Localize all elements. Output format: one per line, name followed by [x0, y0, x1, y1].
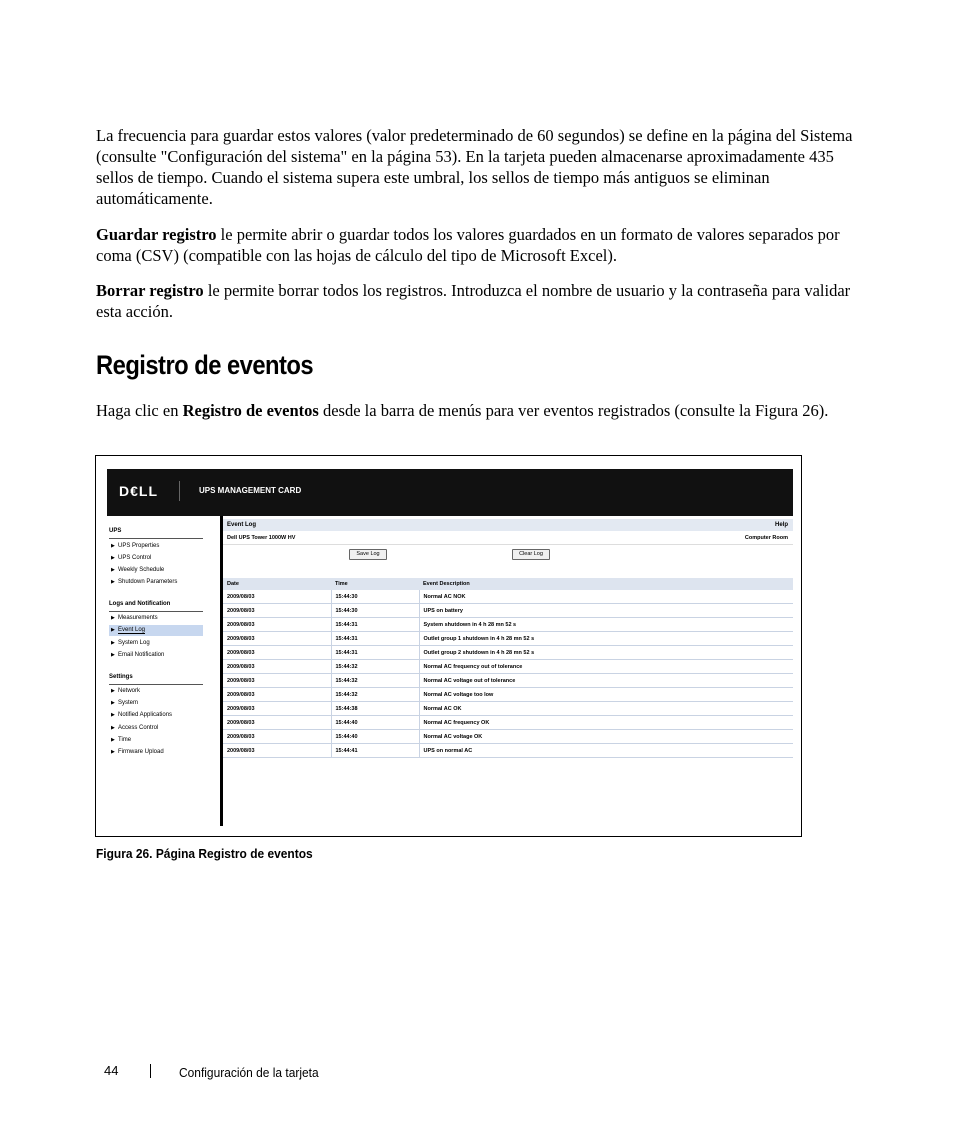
table-row [223, 702, 793, 716]
clear-log-description: le permite borrar todos los registros. Introduzca el nombre de usuario y la contraseña para validar esta acción. [96, 281, 851, 321]
sidebar-divider [109, 538, 203, 539]
arrow-right-icon: ▶ [111, 543, 115, 549]
time-cell: 15:44:31 [331, 632, 419, 646]
arrow-right-icon: ▶ [111, 712, 115, 718]
date-cell: 2009/08/03 [223, 716, 331, 730]
clear-log-term: Borrar registro [96, 281, 204, 300]
table-row [223, 716, 793, 730]
table-row [223, 688, 793, 702]
sidebar-item-label: System [118, 700, 139, 706]
event-log-intro-pre: Haga clic en [96, 401, 183, 420]
sidebar-item-label: Time [118, 737, 132, 743]
description-cell: Normal AC voltage too low [419, 688, 793, 702]
time-cell: 15:44:30 [331, 604, 419, 618]
table-row [223, 674, 793, 688]
dell-logo: D€LL [119, 483, 158, 499]
description-cell: Normal AC frequency OK [419, 716, 793, 730]
save-log-paragraph [96, 224, 866, 266]
column-header-time: Time [331, 578, 419, 590]
sidebar-item-ups-properties[interactable] [109, 541, 203, 552]
sidebar-item-access-control[interactable] [109, 723, 203, 734]
arrow-right-icon: ▶ [111, 555, 115, 561]
date-cell: 2009/08/03 [223, 674, 331, 688]
device-location: Computer Room [744, 535, 788, 541]
figure-screenshot-frame [95, 455, 802, 837]
date-cell: 2009/08/03 [223, 660, 331, 674]
arrow-right-icon: ▶ [111, 615, 115, 621]
sidebar-item-firmware-upload[interactable] [109, 747, 203, 758]
arrow-right-icon: ▶ [111, 688, 115, 694]
save-log-term: Guardar registro [96, 225, 217, 244]
date-cell: 2009/08/03 [223, 730, 331, 744]
column-header-description: Event Description [419, 578, 793, 590]
time-cell: 15:44:41 [331, 744, 419, 758]
table-row [223, 590, 793, 604]
arrow-right-icon: ▶ [111, 737, 115, 743]
description-cell: Outlet group 2 shutdown in 4 h 28 mn 52 s [419, 646, 793, 660]
description-cell: Normal AC voltage out of tolerance [419, 674, 793, 688]
ui-header [107, 469, 793, 516]
device-info-bar [223, 532, 793, 545]
sidebar-item-label: Network [118, 688, 141, 694]
date-cell: 2009/08/03 [223, 702, 331, 716]
sidebar-heading-logs: Logs and Notification [109, 601, 171, 607]
sidebar-item-label: Notified Applications [118, 712, 173, 718]
time-cell: 15:44:31 [331, 646, 419, 660]
table-header-row [223, 578, 793, 590]
table-row [223, 744, 793, 758]
sidebar-item-label: UPS Properties [118, 543, 160, 549]
description-cell: Normal AC NOK [419, 590, 793, 604]
time-cell: 15:44:32 [331, 688, 419, 702]
sidebar-item-label: Shutdown Parameters [118, 579, 178, 585]
help-link[interactable]: Help [774, 522, 788, 528]
description-cell: UPS on battery [419, 604, 793, 618]
sidebar-item-label: System Log [118, 640, 150, 646]
table-row [223, 632, 793, 646]
panel-header [223, 519, 793, 531]
clear-log-button[interactable]: Clear Log [512, 549, 550, 560]
save-log-description: le permite abrir o guardar todos los valores guardados en un formato de valores separados por coma (CSV) (compatible con las hojas de cálculo del tipo de Microsoft Excel). [96, 225, 840, 265]
sidebar-item-label: Email Notification [118, 652, 165, 658]
sidebar-item-weekly-schedule[interactable] [109, 565, 203, 576]
arrow-right-icon: ▶ [111, 700, 115, 706]
footer-divider [150, 1064, 151, 1078]
date-cell: 2009/08/03 [223, 632, 331, 646]
time-cell: 15:44:30 [331, 590, 419, 604]
time-cell: 15:44:32 [331, 674, 419, 688]
time-cell: 15:44:31 [331, 618, 419, 632]
time-cell: 15:44:38 [331, 702, 419, 716]
sidebar-item-notified-applications[interactable] [109, 710, 203, 721]
ups-web-ui [107, 469, 793, 826]
sidebar-item-label: Event Log [118, 627, 146, 633]
description-cell: Outlet group 1 shutdown in 4 h 28 mn 52 s [419, 632, 793, 646]
time-cell: 15:44:32 [331, 660, 419, 674]
sidebar-item-ups-control[interactable] [109, 553, 203, 564]
arrow-right-icon: ▶ [111, 579, 115, 585]
event-log-intro-rest: desde la barra de menús para ver eventos registrados (consulte la Figura 26). [318, 401, 829, 420]
sidebar-item-time[interactable] [109, 735, 203, 746]
column-header-date: Date [223, 578, 331, 590]
sidebar-item-event-log[interactable] [109, 625, 203, 636]
date-cell: 2009/08/03 [223, 604, 331, 618]
header-divider [179, 481, 180, 501]
arrow-right-icon: ▶ [111, 627, 115, 633]
arrow-right-icon: ▶ [111, 749, 115, 755]
table-row [223, 646, 793, 660]
description-cell: Normal AC voltage OK [419, 730, 793, 744]
sidebar-item-system[interactable] [109, 698, 203, 709]
sidebar-menu [107, 516, 220, 826]
date-cell: 2009/08/03 [223, 646, 331, 660]
app-name: UPS MANAGEMENT CARD [199, 486, 302, 495]
description-cell: UPS on normal AC [419, 744, 793, 758]
sidebar-item-shutdown-parameters[interactable] [109, 577, 203, 588]
sidebar-divider [109, 611, 203, 612]
table-row [223, 618, 793, 632]
date-cell: 2009/08/03 [223, 744, 331, 758]
sidebar-item-label: Access Control [118, 725, 159, 731]
arrow-right-icon: ▶ [111, 640, 115, 646]
event-log-table [223, 578, 793, 758]
time-cell: 15:44:40 [331, 716, 419, 730]
sidebar-divider [109, 684, 203, 685]
event-log-intro-term: Registro de eventos [182, 401, 319, 420]
page-number: 44 [104, 1063, 119, 1078]
sidebar-item-label: Weekly Schedule [118, 567, 165, 573]
sidebar-item-email-notification[interactable] [109, 650, 203, 661]
sidebar-item-network[interactable] [109, 686, 203, 697]
sidebar-item-label: Firmware Upload [118, 749, 164, 755]
table-row [223, 660, 793, 674]
table-row [223, 730, 793, 744]
main-panel [223, 516, 793, 826]
sidebar-item-measurements[interactable] [109, 613, 203, 624]
table-row [223, 604, 793, 618]
description-cell: Normal AC OK [419, 702, 793, 716]
save-log-button[interactable]: Save Log [349, 549, 387, 560]
intro-paragraph: La frecuencia para guardar estos valores (valor predeterminado de 60 segundos) se define en la página del Sistema (consulte "Configuración del sistema" en la página 53). En la tarjeta pueden almacenarse aproximadamente 435 sellos de tiempo. Cuando el sistema supera este umbral, los sellos de tiempo más antiguos se eliminan automáticamente. [96, 126, 853, 208]
sidebar-item-system-log[interactable] [109, 638, 203, 649]
clear-log-paragraph [96, 280, 866, 322]
description-cell: Normal AC frequency out of tolerance [419, 660, 793, 674]
sidebar-item-label: UPS Control [118, 555, 152, 561]
arrow-right-icon: ▶ [111, 652, 115, 658]
sidebar-heading-settings: Settings [109, 674, 133, 680]
date-cell: 2009/08/03 [223, 590, 331, 604]
sidebar-item-label: Measurements [118, 615, 158, 621]
footer-section-title: Configuración de la tarjeta [179, 1065, 319, 1080]
arrow-right-icon: ▶ [111, 567, 115, 573]
event-log-rows [223, 590, 793, 758]
date-cell: 2009/08/03 [223, 688, 331, 702]
panel-title: Event Log [227, 522, 257, 528]
arrow-right-icon: ▶ [111, 725, 115, 731]
device-name: Dell UPS Tower 1000W HV [227, 535, 296, 541]
figure-caption: Figura 26. Página Registro de eventos [96, 846, 313, 861]
description-cell: System shutdown in 4 h 28 mn 52 s [419, 618, 793, 632]
event-log-intro-paragraph [96, 400, 866, 421]
date-cell: 2009/08/03 [223, 618, 331, 632]
section-title: Registro de eventos [96, 350, 314, 380]
sidebar-heading-ups: UPS [109, 528, 122, 534]
time-cell: 15:44:40 [331, 730, 419, 744]
